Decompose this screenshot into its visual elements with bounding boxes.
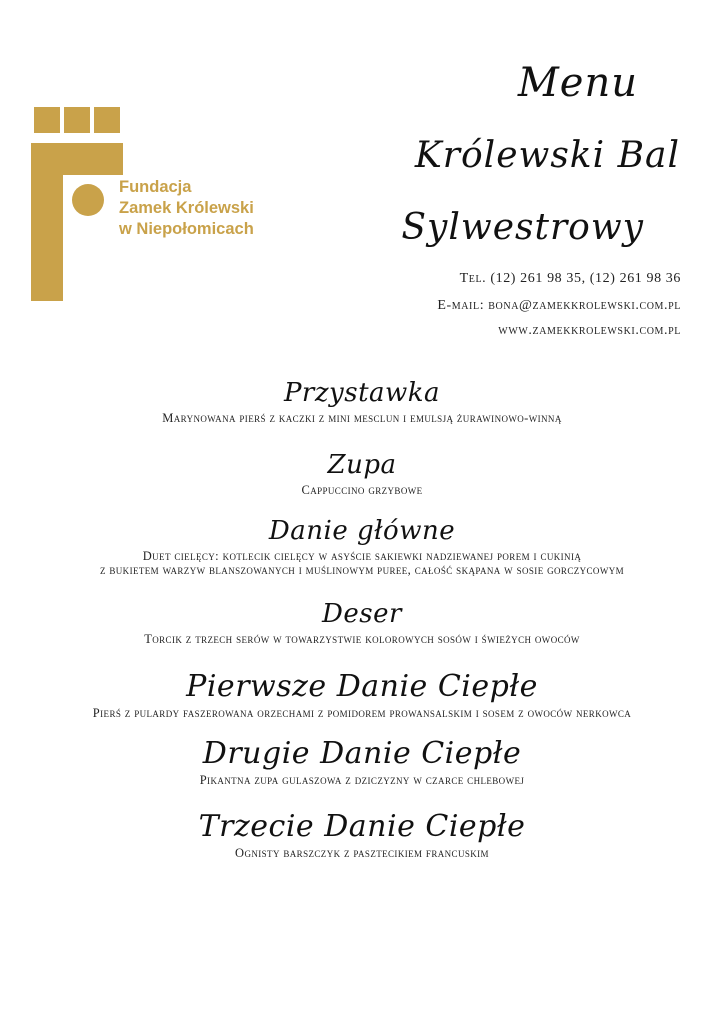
course-title: Deser xyxy=(322,599,402,629)
course-description: Cappuccino grzybowe xyxy=(301,483,423,497)
organization-name xyxy=(119,177,254,240)
logo-square-3 xyxy=(94,107,120,133)
course-main xyxy=(0,513,724,577)
course-soup xyxy=(0,447,724,497)
course-title: Trzecie Danie Ciepłe xyxy=(198,809,526,844)
org-line-3: w Niepołomicach xyxy=(119,220,254,238)
logo-square-2 xyxy=(64,107,90,133)
course-starter xyxy=(0,375,724,425)
logo-circle xyxy=(72,184,104,216)
course-title: Zupa xyxy=(327,450,397,480)
menu-title: Menu xyxy=(517,60,638,106)
course-second-hot-dish xyxy=(0,735,724,787)
course-description: Pikantna zupa gulaszowa z dziczyzny w czarce chlebowej xyxy=(199,773,525,787)
course-title: Pierwsze Danie Ciepłe xyxy=(186,669,538,704)
course-description: Pierś z pulardy faszerowana orzechami z pomidorem prowansalskim i sosem z owoców nerkowca xyxy=(92,706,632,720)
course-description-line-1: Duet cielęcy: kotlecik cielęcy w asyście sakiewki nadziewanej porem i cukinią xyxy=(142,549,582,563)
course-title: Przystawka xyxy=(283,378,441,408)
logo-bar-horizontal xyxy=(31,143,123,175)
org-line-1: Fundacja xyxy=(119,178,192,196)
course-third-hot-dish xyxy=(0,808,724,860)
course-title: Danie główne xyxy=(268,516,456,546)
course-description: Torcik z trzech serów w towarzystwie kolorowych sosów i świeżych owoców xyxy=(144,632,580,646)
logo-square-1 xyxy=(34,107,60,133)
contact-phone: Tel. (12) 261 98 35, (12) 261 98 36 xyxy=(459,271,681,286)
course-description-line-2: z bukietem warzyw blanszowanych i muślinowym puree, całość skąpana w sosie gorczycowym xyxy=(99,563,625,577)
course-description: Ognisty barszczyk z pasztecikiem francuskim xyxy=(235,846,489,860)
course-description: Marynowana pierś z kaczki z mini mesclun i emulsją żurawinowo-winną xyxy=(162,411,562,425)
event-title-line-2: Sylwestrowy xyxy=(401,207,644,248)
org-line-2: Zamek Królewski xyxy=(119,199,254,217)
course-first-hot-dish xyxy=(0,668,724,720)
foundation-logo xyxy=(30,107,280,307)
contact-email[interactable]: E-mail: bona@zamekkrolewski.com.pl xyxy=(437,298,681,313)
course-title: Drugie Danie Ciepłe xyxy=(202,736,522,771)
event-title-line-1: Królewski Bal xyxy=(414,135,680,176)
contact-website[interactable]: www.zamekkrolewski.com.pl xyxy=(498,323,681,338)
course-dessert xyxy=(0,596,724,646)
